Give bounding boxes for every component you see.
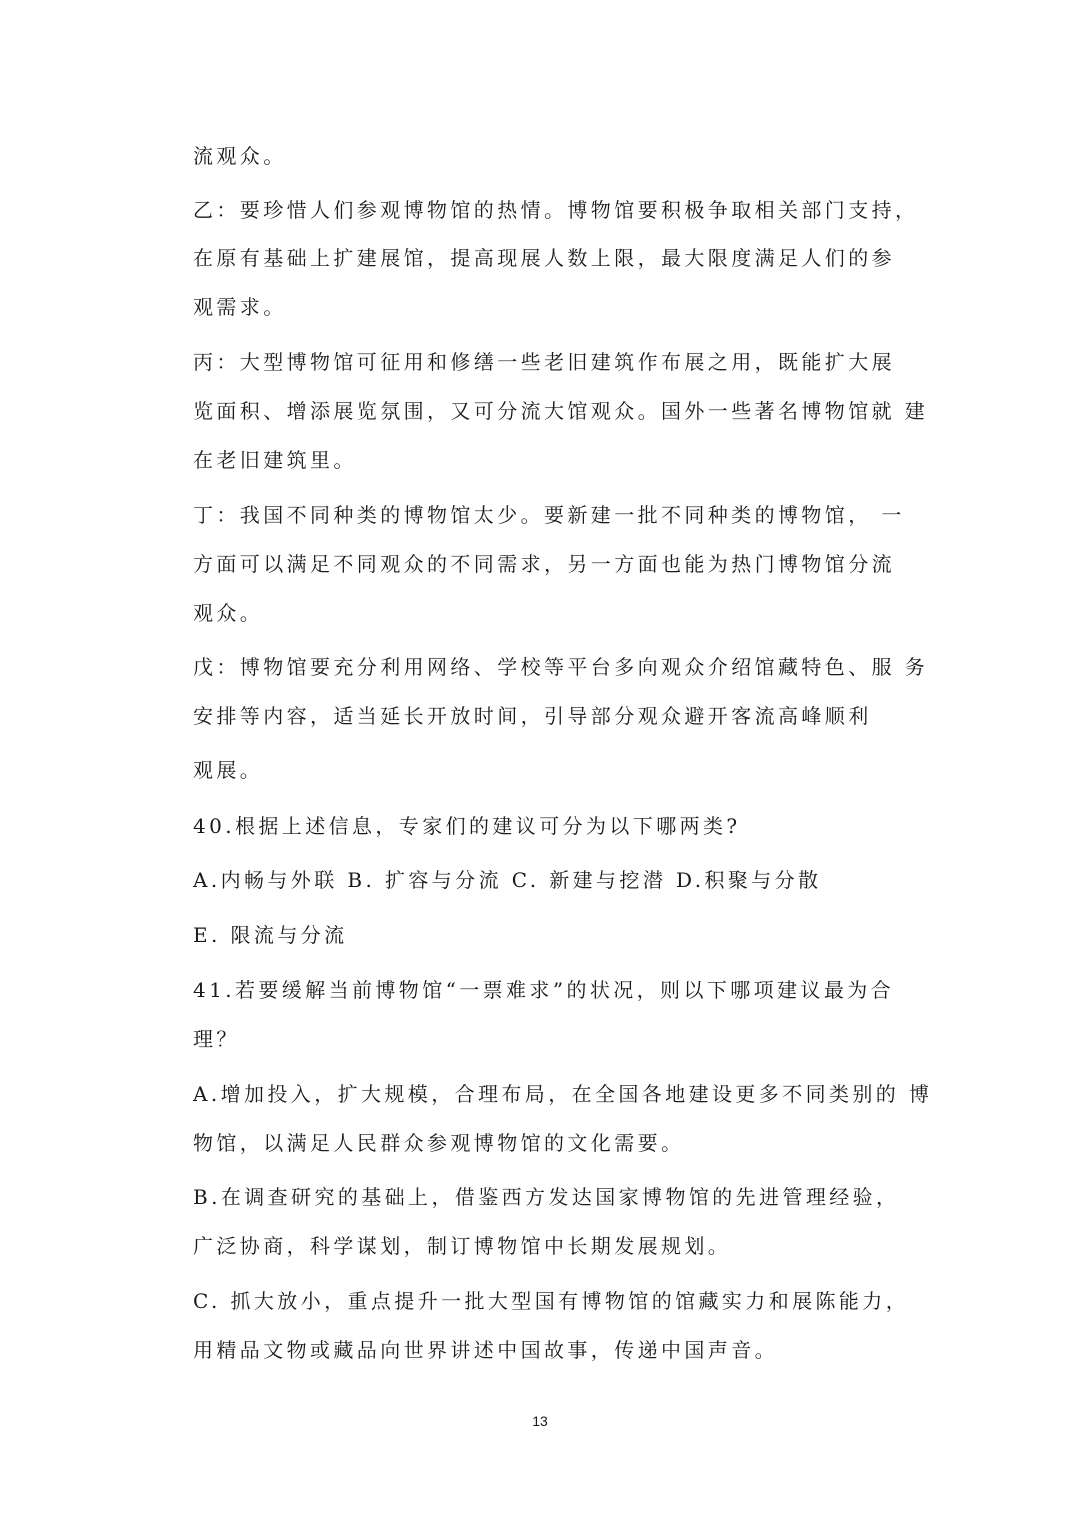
question-40-options: A.内畅与外联 B. 扩容与分流 C. 新建与挖潜 D.积聚与分散	[193, 868, 822, 892]
text-line: 观需求。	[193, 295, 287, 319]
text-line: 戊：博物馆要充分利用网络、学校等平台多向观众介绍馆藏特色、服 务	[193, 655, 929, 679]
question-41-option-b: B.在调查研究的基础上，借鉴西方发达国家博物馆的先进管理经验，	[193, 1185, 900, 1209]
text-line: 安排等内容，适当延长开放时间，引导部分观众避开客流高峰顺利	[193, 704, 872, 728]
question-41-option-c: C. 抓大放小，重点提升一批大型国有博物馆的馆藏实力和展陈能力，	[193, 1289, 910, 1313]
text-line: 观众。	[193, 601, 264, 625]
text-line: 用精品文物或藏品向世界讲述中国故事，传递中国声音。	[193, 1338, 778, 1362]
text-line: 物馆，以满足人民群众参观博物馆的文化需要。	[193, 1131, 685, 1155]
question-41: 41.若要缓解当前博物馆“一票难求”的状况，则以下哪项建议最为合	[193, 978, 895, 1002]
text-line: 丙：大型博物馆可征用和修缮一些老旧建筑作布展之用，既能扩大展	[193, 350, 895, 374]
text-line: 理？	[193, 1027, 240, 1051]
question-41-option-a: A.增加投入，扩大规模，合理布局，在全国各地建设更多不同类别的 博	[193, 1082, 933, 1106]
text-line: 观展。	[193, 758, 264, 782]
question-40: 40.根据上述信息，专家们的建议可分为以下哪两类?	[193, 814, 741, 838]
text-line: 方面可以满足不同观众的不同需求，另一方面也能为热门博物馆分流	[193, 552, 895, 576]
question-40-option-e: E. 限流与分流	[193, 923, 348, 947]
text-line: 乙：要珍惜人们参观博物馆的热情。博物馆要积极争取相关部门支持，	[193, 198, 919, 222]
text-line: 览面积、增添展览氛围，又可分流大馆观众。国外一些著名博物馆就 建	[193, 399, 929, 423]
page-number: 13	[532, 1413, 548, 1429]
text-line: 广泛协商，科学谋划，制订博物馆中长期发展规划。	[193, 1234, 732, 1258]
text-line: 丁：我国不同种类的博物馆太少。要新建一批不同种类的博物馆， 一	[193, 503, 905, 527]
text-line: 在老旧建筑里。	[193, 448, 357, 472]
text-line: 流观众。	[193, 144, 287, 168]
text-line: 在原有基础上扩建展馆，提高现展人数上限，最大限度满足人们的参	[193, 246, 895, 270]
